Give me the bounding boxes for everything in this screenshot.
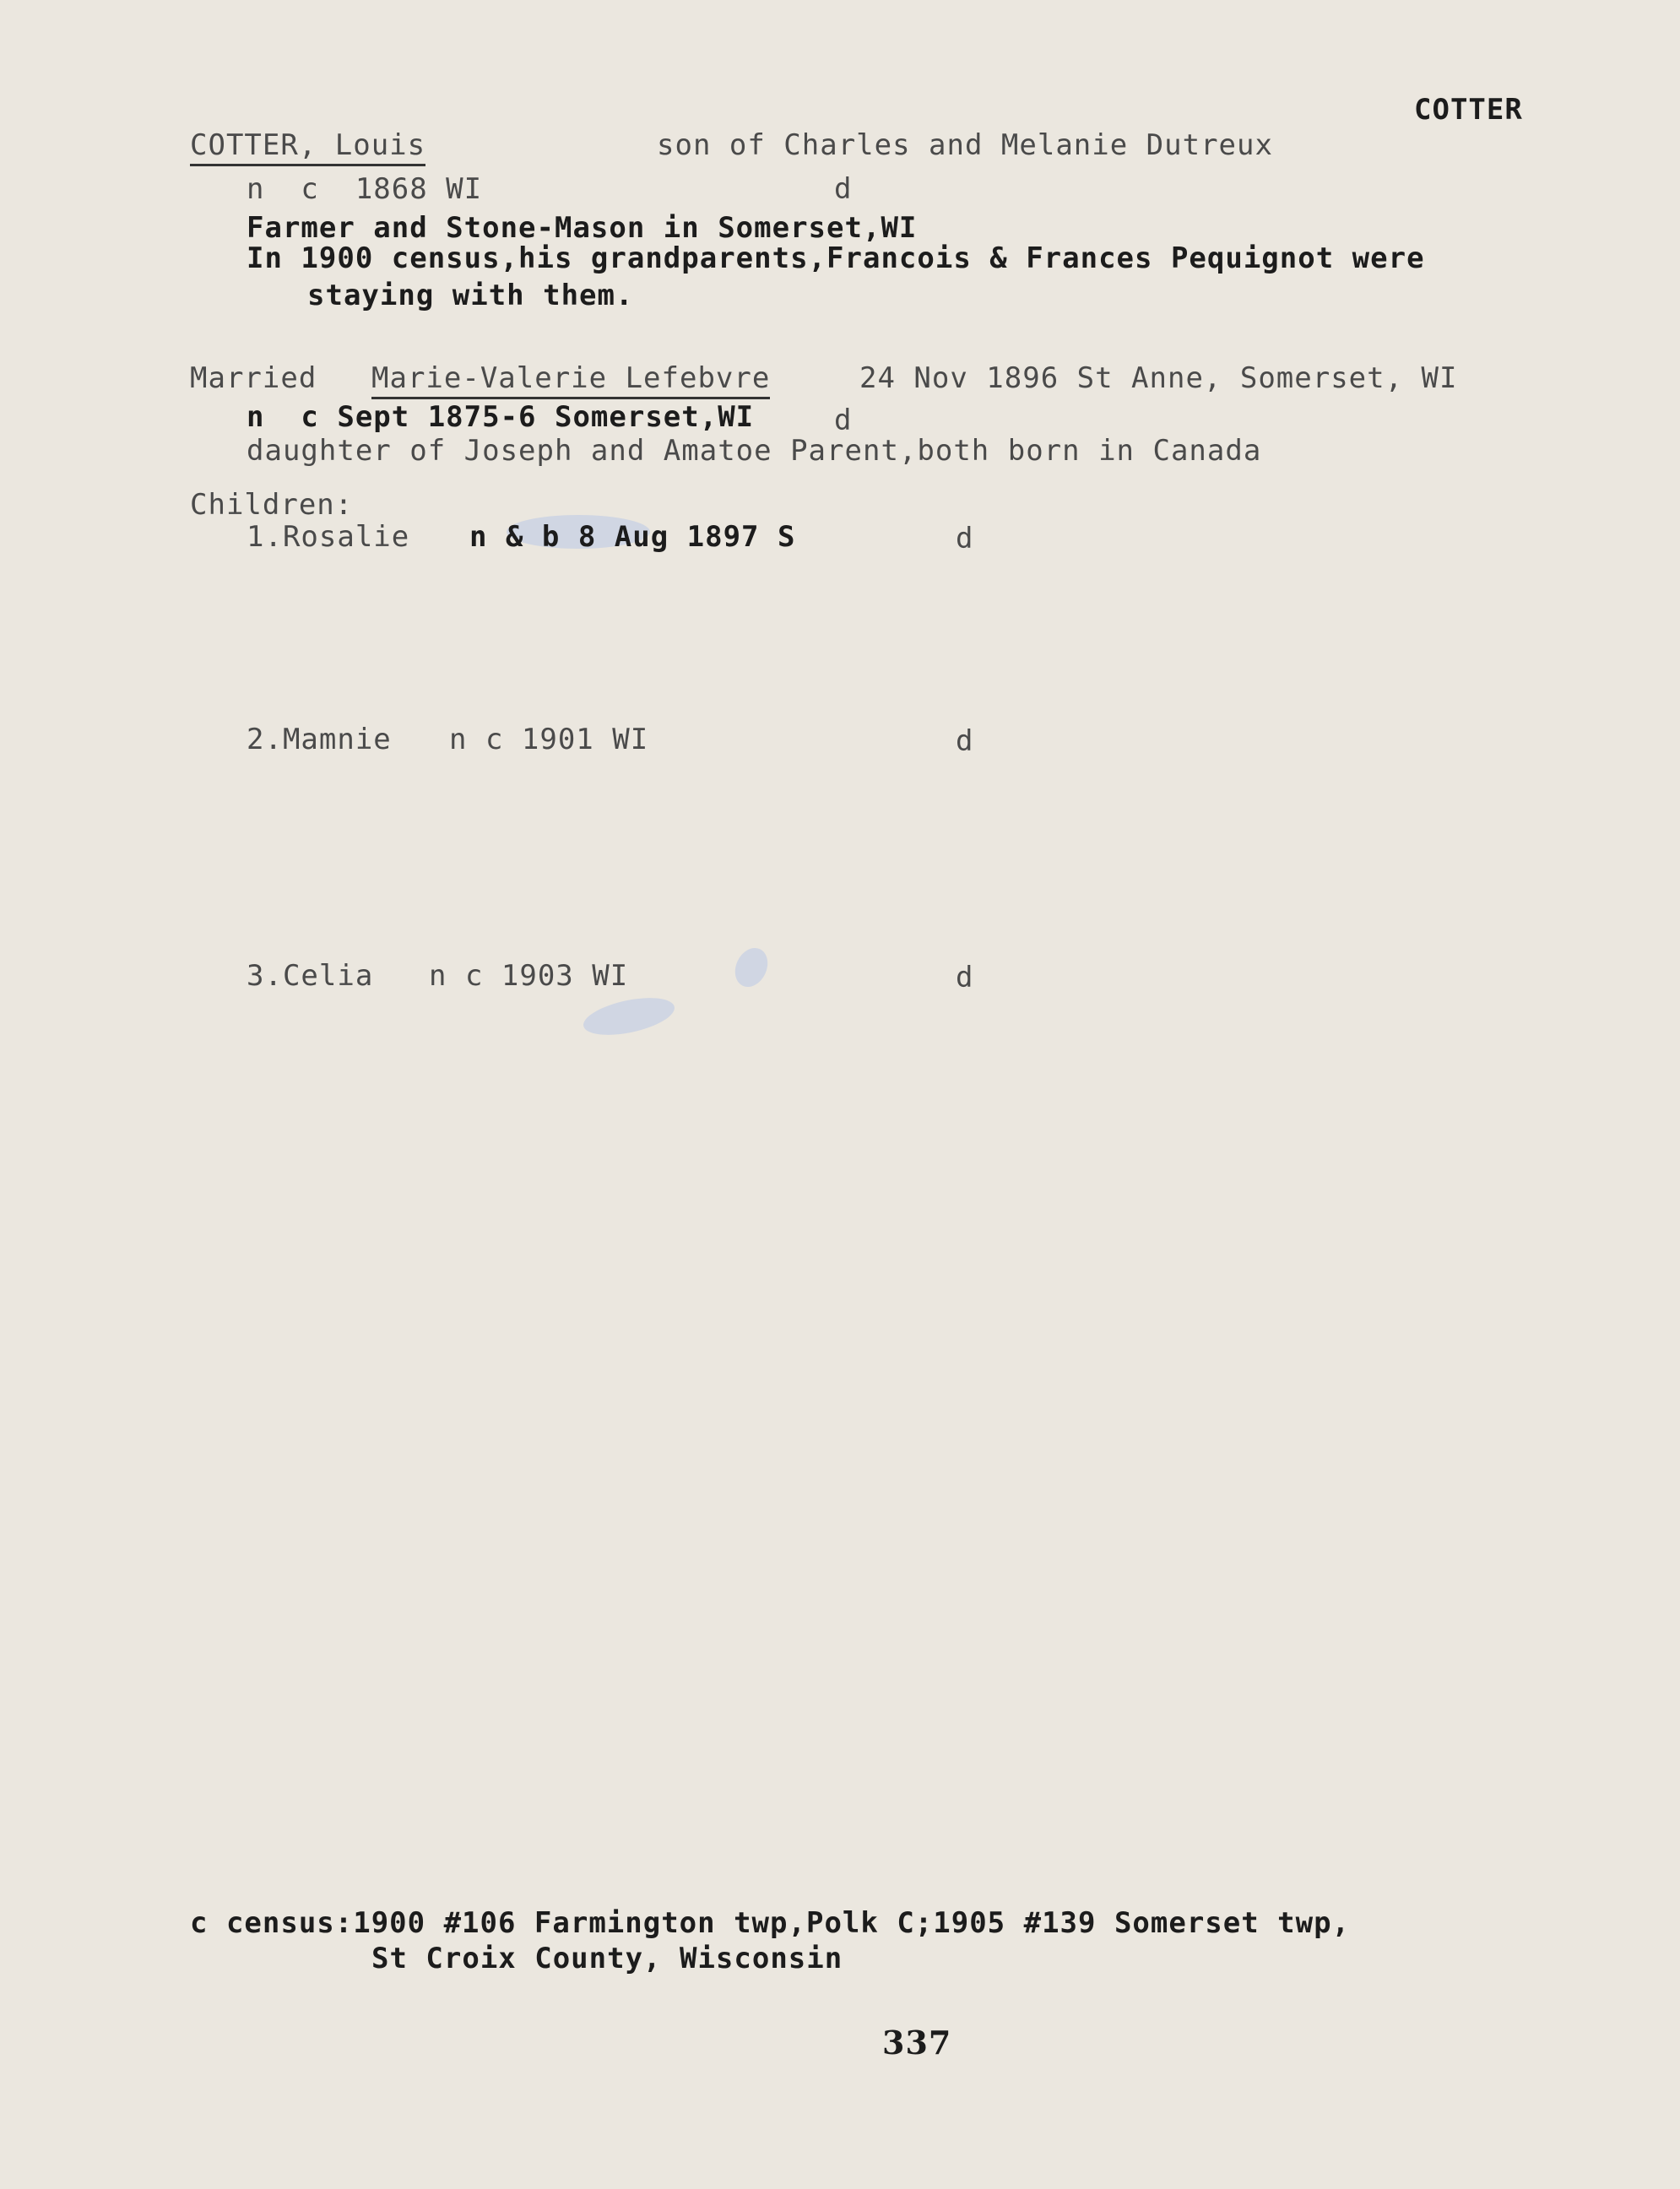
child-death: d: [956, 522, 974, 555]
subject-birth: n c 1868 WI: [247, 172, 483, 206]
spouse-parents: daughter of Joseph and Amatoe Parent,both born in Canada: [247, 434, 1262, 468]
subject-occupation: Farmer and Stone-Mason in Somerset,WI: [247, 211, 918, 245]
child-birth: n c 1901 WI: [449, 723, 649, 756]
ink-smudge: [580, 991, 677, 1042]
page-number: 337: [882, 2024, 952, 2062]
census-source-line1: c census:1900 #106 Farmington twp,Polk C;1905 #139 Somerset twp,: [190, 1906, 1351, 1940]
spouse-birth: n c Sept 1875-6 Somerset,WI: [247, 400, 755, 434]
surname-header: COTTER: [1414, 93, 1523, 127]
children-label: Children:: [190, 488, 354, 522]
child-birth: n & b 8 Aug 1897 S: [469, 520, 796, 554]
marriage-label: Married: [190, 361, 317, 395]
spouse-name: Marie-Valerie Lefebvre: [371, 361, 770, 399]
subject-note-line1: In 1900 census,his grandparents,Francois & Frances Pequignot were: [247, 241, 1425, 275]
marriage-date-place: 24 Nov 1896 St Anne, Somerset, WI: [859, 361, 1458, 395]
child-death: d: [956, 724, 974, 758]
subject-death: d: [834, 172, 853, 206]
spouse-death: d: [834, 404, 853, 437]
child-death: d: [956, 961, 974, 994]
child-name: 3.Celia: [247, 959, 374, 993]
census-source-line2: St Croix County, Wisconsin: [371, 1942, 843, 1975]
child-name: 2.Mamnie: [247, 723, 392, 756]
ink-smudge: [729, 943, 774, 993]
subject-parents: son of Charles and Melanie Dutreux: [657, 128, 1273, 162]
subject-name: COTTER, Louis: [190, 128, 425, 166]
child-name: 1.Rosalie: [247, 520, 410, 554]
subject-note-line2: staying with them.: [307, 279, 634, 312]
child-birth: n c 1903 WI: [429, 959, 629, 993]
